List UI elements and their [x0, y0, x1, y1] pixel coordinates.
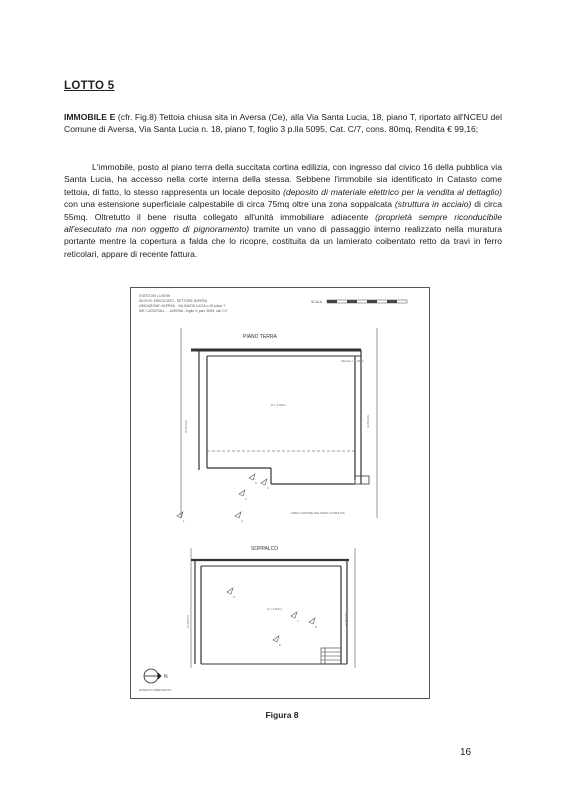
narrative-part-1: L'immobile, posto al piano terra della succitata cortina edilizia, con ingresso dal civico 16 della pubblica via Santa Lucia, ha accesso nella corte interna della stessa. Sebbene l'immobile sia identificato in Catasto come tettoia, di fatto, lo stesso rappresenta un locale deposito [64, 162, 502, 197]
mezzanine-label: SOPPALCO [251, 546, 279, 552]
property-id: IMMOBILE E [64, 112, 116, 122]
narrative-part-3: di circa 55mq. Oltretutto il bene risulta collegato all'unità immobiliare adiacente [64, 199, 502, 222]
ground-floor-label: PIANO TERRA [243, 334, 277, 340]
mezz-left-height: ALTEZZA [186, 615, 190, 628]
photo-marker-icon [235, 512, 241, 518]
ground-height-label: H = 2.90mt [271, 403, 286, 407]
north-label: N [164, 674, 168, 680]
narrative-italic-2: (struttura in acciaio) [394, 199, 472, 210]
floor-plan-drawing [131, 288, 429, 698]
photo-mark-1: 1 [183, 519, 185, 523]
figure-caption: Figura 8 [265, 710, 299, 720]
stair-icon [321, 648, 341, 664]
narrative-italic-3: (proprietà sempre riconducibile all'esecutato ma non oggetto di pignoramento) [64, 211, 502, 235]
property-description [64, 111, 502, 136]
photo-mark-7: 7 [297, 619, 299, 623]
ground-photo-markers [177, 474, 267, 518]
photo-marker-icon [309, 618, 315, 624]
photo-mark-3: 3 [245, 497, 247, 501]
fig-header-line-3: UBICAZIONE: AVERSA - VIA SANTA LUCIA n.16 piano T [139, 304, 226, 308]
photo-mark-9: 9 [279, 643, 281, 647]
narrative-italic-1: (deposito di materiale elettrico per la vendita al dettaglio) [282, 186, 502, 197]
fig-header-line-4: IDE. CATASTALI: ... AVERSA - foglio 3, part. 5095, cat. C/7 [139, 309, 228, 313]
ground-left-height: ALTEZZA [184, 420, 188, 433]
photo-mark-4: 4 [267, 486, 269, 490]
scale-bar [327, 300, 407, 303]
photo-mark-2: 2 [241, 519, 243, 523]
fig-header-line-2: SIGG.RI: ESECUTATO - SETTORE AVERSA [139, 299, 208, 303]
top-right-height-label: Altezza = 4.00mt [341, 359, 364, 363]
narrative-part-4: tramite un vano di passaggio interno realizzato nella muratura portante mentre la copertura a falda che lo ricopre, costituita da un lamierato coibentato retto da travi in ferro reticolari, appare di recente fattura. [64, 224, 503, 259]
photo-marker-icon [261, 479, 267, 485]
ground-floor-plan [181, 328, 377, 518]
lotto-heading: LOTTO 5 [64, 80, 115, 92]
photo-marker-icon [273, 636, 279, 642]
floor-plan-figure [130, 287, 430, 699]
mezz-right-height: ALTEZZA [344, 613, 348, 626]
narrative-part-2: con una estensione superficiale calpestabile di circa 75mq oltre una zona soppalcata [64, 199, 395, 210]
photo-marker-icon [291, 612, 297, 618]
photo-mark-6: 6 [233, 595, 235, 599]
photo-mark-8: 8 [315, 625, 317, 629]
north-arrow-icon [144, 669, 161, 683]
photo-mark-5: 5 [255, 481, 257, 485]
common-area-label: AREA COMUNE DEL'AREA CORTILIVA [291, 511, 345, 515]
mezz-height-label: H = 2.50mt [267, 607, 282, 611]
ground-right-height: ALTEZZA [366, 415, 370, 428]
photo-marker-icon [177, 512, 183, 518]
photo-marker-icon [227, 588, 233, 594]
property-details: (cfr. Fig.8) Tettoia chiusa sita in Aversa (Ce), alla Via Santa Lucia, 18, piano T, riportato all'NCEU del Comune di Aversa, Via Santa Lucia n. 18, piano T, foglio 3 p.lla 5095, Cat. C/7, cons. 80mq, Rendita € 99,16; [64, 112, 502, 135]
property-narrative [64, 161, 502, 260]
mezz-photo-markers [227, 588, 315, 642]
figure-footer: DISEGNO ABBOZZATO [139, 688, 172, 692]
scale-label: SCALA [311, 300, 323, 304]
photo-marker-icon [239, 490, 245, 496]
page-number: 16 [460, 747, 472, 758]
photo-marker-icon [249, 474, 255, 480]
fig-header-line-1: STATO DEI LUOGHI [139, 294, 171, 298]
